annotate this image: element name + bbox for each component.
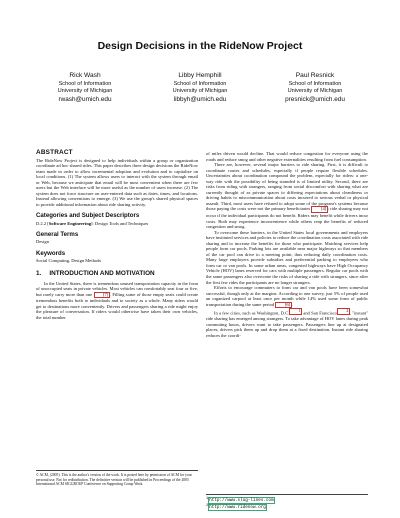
body-paragraph (206, 285, 368, 308)
author-email: rwash@umich.edu (58, 95, 112, 103)
author-university: University of Michigan (57, 87, 113, 94)
keywords-heading: Keywords (36, 249, 66, 257)
abstract-text: The RideNow Project is designed to help individuals within a group or organization coordinate ad hoc shared rides. This paper describes three design decisions the RideNow team made in order to allow incremental adoption and evolution and to capitalize on local conditions. (1) The system allows users to interact with the system through email or Web, because we anticipate that email will be most convenient when there are few users but the Web interface will be more useful as the number of users increase. (2) The system does not force structure on user-entered data such as dates, times, and locations. Instead allowing conventions to emerge. (3) We use the group's shared physical spaces to provide additional information about ride sharing activity. (36, 157, 198, 207)
categories-suffix: ]: Design Tools and Techniques (91, 220, 149, 226)
left-column (36, 150, 198, 321)
intro-text: In the United States, there is tremendous unused transportation capacity in the form of unoccupied seats in private vehicles. Most vehicles can comfortably seat four or five, but rarely carry more than one (36, 280, 198, 297)
author-name: Rick Wash (69, 72, 101, 79)
footnote-link[interactable]: http://www.ridenow.org (209, 505, 266, 511)
body-text: ; ride sharing may not occur if the individual participants do not benefit. Riders may benefit while drivers incur costs. Both may experience inconvenience while others reap the benefits of reduced congestion and smog. (206, 206, 369, 230)
footnote-link[interactable]: http://www.slug-lines.com (209, 498, 274, 504)
citation-link[interactable]: [4] (311, 206, 327, 213)
general-terms-heading: General Terms (36, 231, 79, 239)
paper-title: Design Decisions in the RideNow Project (97, 40, 303, 52)
author-2 (145, 72, 255, 103)
intro-text-cont: . Filling some of those empty seats could create tremendous benefits both to individuals and to society as a whole. Many riders would get to destinations more conveniently. Drivers and passengers sharing a ride might enjoy the pleasure of conversation. If riders would otherwise have taken their own vehicles, the total number (36, 291, 198, 321)
author-name: Paul Resnick (295, 72, 335, 79)
author-school: School of Information (173, 80, 227, 87)
section-1-heading (36, 271, 198, 277)
abstract-heading: ABSTRACT (36, 149, 73, 156)
categories-prefix: D.2.2 [ (36, 220, 49, 226)
author-3 (260, 72, 370, 103)
author-email: presnick@umich.edu (285, 95, 345, 103)
section-title: INTRODUCTION AND MOTIVATION (49, 270, 155, 278)
author-school: School of Information (58, 80, 112, 87)
right-column (206, 151, 368, 338)
general-terms-text: Design (36, 239, 49, 245)
categories-text (36, 221, 198, 227)
footnote-marker[interactable]: 2 (337, 308, 350, 315)
citation-link[interactable]: [6] (275, 302, 291, 309)
body-paragraph: To overcome these barriers, in the United States local governments and employers have instituted services and policies to reduce the coordination costs associated with ride sharing and to increase the benefits for those who participate. Matching services help people form car pools. Parking lots are available near major highways so that members of the car pool can drive to a meeting point, thus reducing daily coordination costs. Many large employers provide subsidies and preferential parking to employees who form car or van pools. In some urban areas, congested highways have High Occupancy Vehicle (HOV) lanes reserved for cars with multiple passengers. Regular car pools with the same passengers also overcome the risks of sharing a ride with strangers, since after the first few rides the participants are no longer strangers. (206, 229, 368, 285)
body-paragraph (206, 308, 368, 338)
url-footnote-1 (206, 497, 368, 504)
body-text: and San Francisco (302, 310, 337, 316)
categories-heading: Categories and Subject Descriptors (36, 212, 140, 220)
author-university: University of Michigan (287, 87, 343, 94)
intro-paragraph (36, 281, 198, 321)
author-name: Libby Hemphill (178, 72, 222, 79)
copyright-footnote: © ACM, (2005). This is the author's version of the work. It is posted here by permission of ACM for your personal use. Not for redistribution. The definitive version will be published in Proceedings of the 2005 International ACM SIGGROUP Conference on Supporting Group Work. (36, 470, 198, 487)
author-university: University of Michigan (172, 87, 228, 94)
body-text: . (291, 301, 293, 307)
categories-bold: Software Engineering (48, 220, 91, 226)
url-footnote-2 (206, 504, 368, 511)
body-paragraph (206, 162, 368, 230)
url-footnotes (206, 494, 368, 510)
author-school: School of Information (288, 80, 342, 87)
author-email: libbyh@umich.edu (173, 95, 227, 103)
body-text: In a few cities, such as Washington, D.C. (214, 310, 290, 316)
section-number: 1. (36, 270, 42, 278)
body-text: , "instant" ride sharing has emerged among strangers. To take advantage of HOV lanes during peak commuting hours, drivers want to take passengers. Passengers line up at designated places, drivers pick them up and drop them at a fixed destination. Instant ride sharing reduces the coordi- (206, 310, 368, 338)
keywords-text: Social Computing, Design Methods (36, 257, 102, 263)
body-text: Efforts to encourage commuters to form car and van pools have been somewhat successful, though only at the margins. According to one survey, just 5% of people used an organized carpool at least once per month while 14% used some form of public transportation during the same period (206, 285, 368, 307)
citation-link[interactable]: [7] (94, 292, 110, 299)
footnote-number: 1 (206, 497, 209, 501)
body-text: There are, however, several major barriers to ride sharing. First, it is difficult to coordinate routes and schedules, especially if people require flexible schedules. Uncertainties about coordination compound the problem, especially for riders: a one-way ride with the possibility of being stranded is of limited utility. Second, there are risks from riding with strangers, ranging from social discomfort with sharing what are currently thought of as private spaces to differing expectations about cleanliness or driving habits to miscommunication about costs incurred to serious verbal or physical assault. Third, most users have refused to adopt some of the program's systems because those paying the costs were not the primary beneficiaries (206, 162, 368, 212)
author-1 (30, 72, 140, 103)
body-paragraph: of miles driven would decline. That would reduce congestion for everyone using the roads and reduce smog and other negative externalities resulting from fuel consumption. (206, 151, 368, 162)
footnote-marker[interactable]: 1 (289, 308, 302, 315)
author-block (30, 72, 370, 103)
footnote-number: 2 (206, 503, 209, 508)
